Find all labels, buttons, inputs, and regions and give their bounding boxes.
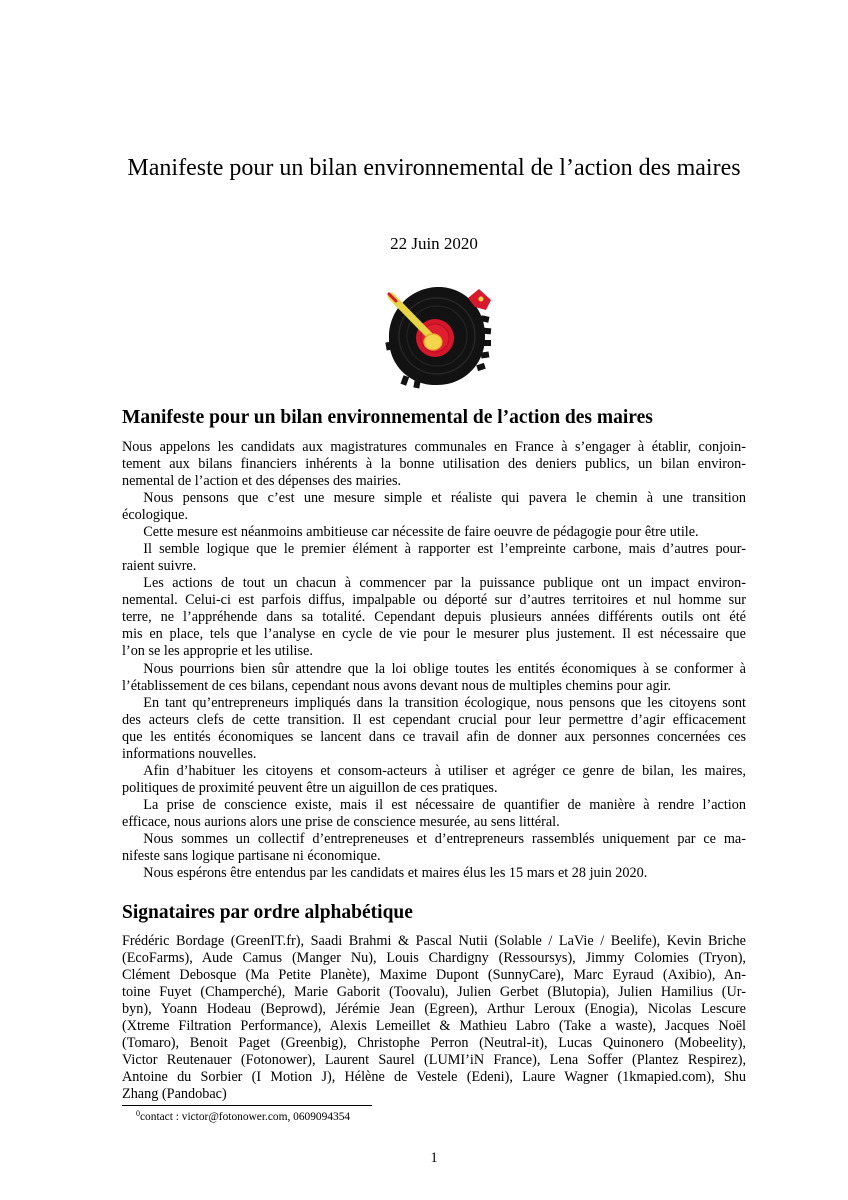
manifesto-line: terre, ne l’appréhende dans sa totalité. Cependant depuis plusieurs années différents outils ont été <box>122 609 746 626</box>
manifesto-line: politiques de proximité peuvent être un aiguillon de ces pratiques. <box>122 780 498 797</box>
signatories-line: Clément Debosque (Ma Petite Planète), Maxime Dupont (SunnyCare), Marc Eyraud (Axibio), An- <box>122 966 746 983</box>
footnote <box>136 1110 350 1124</box>
manifesto-paragraph <box>122 763 746 797</box>
manifesto-line: informations nouvelles. <box>122 745 257 762</box>
signatories-line: byn), Yoann Hodeau (Beprowd), Jérémie Jean (Egreen), Arthur Leroux (Enogia), Nicolas Lescure <box>122 1000 746 1017</box>
manifesto-line: nifeste sans logique partisane ni économique. <box>122 848 381 865</box>
signatories-line: Victor Reutenauer (Fotonower), Laurent Saurel (LUMI’iN France), Lena Soffer (Plantez Respirez), <box>122 1052 746 1069</box>
manifesto-paragraph <box>122 541 746 575</box>
signatories-line: (EcoFarms), Aude Camus (Manger Nu), Louis Chardigny (Ressoursys), Jimmy Colomies (Tryon), <box>122 949 746 966</box>
signatories-line: (Tomaro), Benoit Paget (Greenbig), Christophe Perron (Neutral-it), Lucas Quinonero (Mobeelity), <box>122 1034 746 1051</box>
footnote-rule <box>122 1105 372 1106</box>
footnote-marker: 0 <box>136 1109 140 1118</box>
manifesto-line: Nous appelons les candidats aux magistratures communales en France à s’engager à établir, conjoin- <box>122 438 746 455</box>
footnote-text: contact : victor@fotonower.com, 0609094354 <box>140 1111 351 1123</box>
manifesto-line: Nous espérons être entendus par les candidats et maires élus les 15 mars et 28 juin 2020. <box>143 865 648 882</box>
manifesto-body <box>122 439 746 883</box>
document-date: 22 Juin 2020 <box>390 234 478 253</box>
document-title: Manifeste pour un bilan environnemental de l’action des maires <box>127 155 741 181</box>
manifesto-paragraph <box>122 695 746 763</box>
manifesto-line: écologique. <box>122 506 189 523</box>
manifesto-paragraph <box>122 661 746 695</box>
manifesto-line: raient suivre. <box>122 558 197 575</box>
manifesto-line: nemental. Celui-ci est parfois diffus, impalpable ou déporté sur d’autres territoires et nul homme sur <box>122 592 746 609</box>
signatories-line: toine Fuyet (Champerché), Marie Gaborit (Toovalu), Julien Gerbet (Blutopia), Julien Hamilius (Ur- <box>122 983 746 1000</box>
manifesto-line: des acteurs clefs de cette transition. Il est cependant crucial pour leur permettre d’agir efficacement <box>122 711 746 728</box>
logo-image <box>380 282 495 390</box>
signatories-line: Zhang (Pandobac) <box>122 1086 227 1103</box>
manifesto-paragraph <box>122 831 746 865</box>
manifesto-line: Nous pensons que c’est une mesure simple et réaliste qui pavera le chemin à une transition <box>143 489 746 506</box>
manifesto-line: mis en place, tels que l’analyse en cycle de vie pour le mesurer plus justement. Il est nécessaire que <box>122 626 746 643</box>
manifesto-line: que les entités économiques se lancent dans ce travail afin de donner aux personnes concernées ces <box>122 728 746 745</box>
manifesto-line: l’on se les approprie et les utilise. <box>122 643 313 660</box>
manifesto-line: l’établissement de ces bilans, cependant nous avons devant nous de multiples chemins pour agir. <box>122 677 672 694</box>
manifesto-line: efficace, nous aurions alors une prise de conscience mesurée, au sens littéral. <box>122 814 560 831</box>
manifesto-paragraph <box>122 439 746 490</box>
manifesto-line: Afin d’habituer les citoyens et consom-acteurs à utiliser et agréger ce genre de bilan, les maires, <box>143 762 746 779</box>
page-number: 1 <box>430 1150 438 1166</box>
manifesto-line: La prise de conscience existe, mais il est nécessaire de quantifier de manière à rendre l’action <box>143 797 746 814</box>
manifesto-paragraph <box>122 797 746 831</box>
manifesto-paragraph <box>122 490 746 524</box>
section-heading-signatories: Signataires par ordre alphabétique <box>122 902 413 923</box>
manifesto-line: tement aux bilans financiers inhérents à la bonne utilisation des deniers publics, un bilan environ- <box>122 455 746 472</box>
section-heading-manifesto: Manifeste pour un bilan environnemental de l’action des maires <box>122 407 653 428</box>
manifesto-line: Cette mesure est néanmoins ambitieuse car nécessite de faire oeuvre de pédagogie pour être utile. <box>143 523 699 540</box>
logo-yellow-dot <box>424 334 442 350</box>
signatories-line: (Xtreme Filtration Performance), Alexis Lemeillet & Mathieu Labro (Take a waste), Jacques Noël <box>122 1017 746 1034</box>
manifesto-paragraph <box>122 865 746 882</box>
signatories-paragraph <box>122 933 746 1104</box>
manifesto-line: Il semble logique que le premier élément à rapporter est l’empreinte carbone, mais d’autres pour- <box>143 540 746 557</box>
manifesto-line: Les actions de tout un chacun à commencer par la puissance publique ont un impact environ- <box>143 575 746 592</box>
manifesto-line: En tant qu’entrepreneurs impliqués dans la transition écologique, nous pensons que les citoyens sont <box>143 694 746 711</box>
manifesto-line: nemental de l’action et des dépenses des mairies. <box>122 472 402 489</box>
manifesto-paragraph <box>122 575 746 660</box>
signatories-line: Frédéric Bordage (GreenIT.fr), Saadi Brahmi & Pascal Nutii (Solable / LaVie / Beelife), Kevin Briche <box>122 932 746 949</box>
manifesto-paragraph <box>122 524 746 541</box>
signatories-line: Antoine du Sorbier (I Motion J), Hélène de Vestele (Edeni), Laure Wagner (1kmapied.com), Shu <box>122 1069 746 1086</box>
manifesto-line: Nous pourrions bien sûr attendre que la loi oblige toutes les entités économiques à se conformer à <box>143 660 746 677</box>
manifesto-line: Nous sommes un collectif d’entrepreneuses et d’entrepreneurs rassemblés uniquement par ce ma- <box>143 831 746 848</box>
